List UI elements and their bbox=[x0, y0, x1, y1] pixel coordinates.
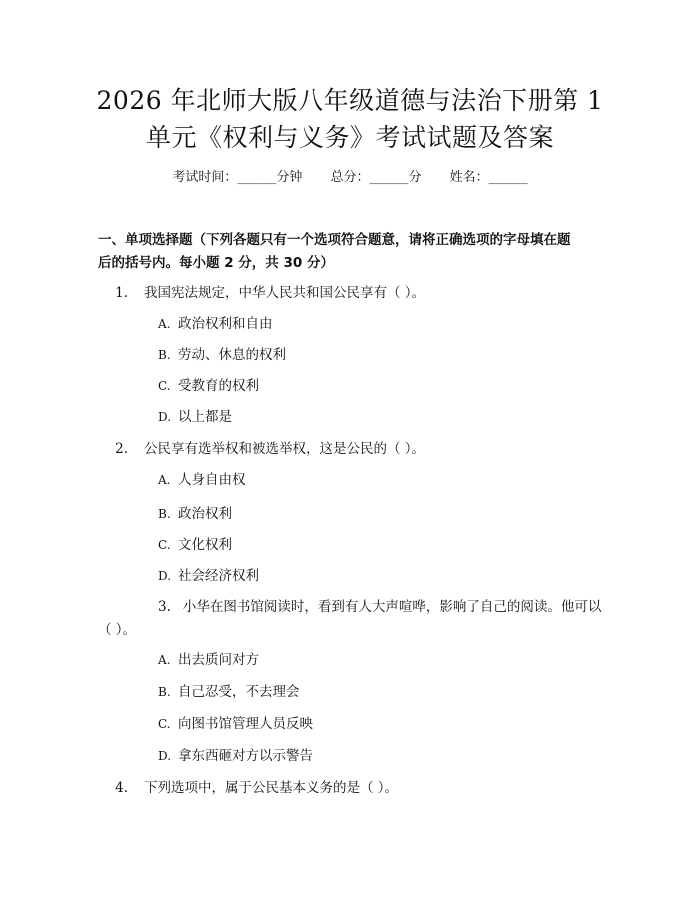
question-3 bbox=[98, 596, 608, 642]
option-letter: B. bbox=[158, 348, 171, 362]
option-text: 受教育的权利 bbox=[178, 378, 259, 394]
option-item bbox=[158, 345, 286, 365]
option-item bbox=[158, 650, 259, 670]
question-number: 2. bbox=[115, 441, 128, 457]
option-letter: D. bbox=[158, 569, 172, 583]
section-heading-line-1: 一、单项选择题（下列各题只有一个选项符合题意，请将正确选项的字母填在题 bbox=[98, 232, 571, 248]
option-text: 劳动、休息的权利 bbox=[178, 347, 286, 363]
option-letter: A. bbox=[158, 473, 171, 487]
option-text: 向图书馆管理人员反映 bbox=[178, 716, 313, 732]
option-text: 拿东西砸对方以示警告 bbox=[178, 748, 313, 764]
exam-info-row bbox=[0, 169, 700, 187]
option-letter: C. bbox=[158, 538, 171, 552]
option-text: 以上都是 bbox=[178, 409, 232, 425]
option-letter: B. bbox=[158, 507, 171, 521]
option-item bbox=[158, 714, 313, 734]
option-text: 文化权利 bbox=[178, 537, 232, 553]
exam-title-line-2: 单元《权利与义务》考试试题及答案 bbox=[145, 123, 554, 152]
option-item bbox=[158, 566, 259, 586]
section-heading-line-2: 后的括号内。每小题 2 分，共 30 分） bbox=[98, 255, 334, 271]
option-item bbox=[158, 504, 232, 524]
exam-title bbox=[60, 82, 640, 156]
option-item bbox=[158, 746, 313, 766]
option-letter: D. bbox=[158, 749, 172, 763]
option-text: 政治权利和自由 bbox=[178, 316, 273, 332]
option-item bbox=[158, 376, 259, 396]
student-name-field: 姓名：______ bbox=[449, 170, 528, 185]
option-letter: B. bbox=[158, 685, 171, 699]
option-item bbox=[158, 407, 232, 427]
question-4 bbox=[98, 777, 608, 800]
question-1 bbox=[98, 282, 608, 305]
option-letter: C. bbox=[158, 717, 171, 731]
question-text: 下列选项中，属于公民基本义务的是（ ）。 bbox=[144, 780, 399, 796]
option-item bbox=[158, 682, 300, 702]
option-letter: A. bbox=[158, 317, 171, 331]
option-item bbox=[158, 535, 232, 555]
question-text: 公民享有选举权和被选举权，这是公民的（ ）。 bbox=[144, 441, 426, 457]
question-number: 1. bbox=[115, 285, 128, 301]
option-text: 政治权利 bbox=[178, 506, 232, 522]
exam-time-field: 考试时间：______分钟 bbox=[172, 170, 303, 185]
option-text: 人身自由权 bbox=[178, 472, 246, 488]
question-2 bbox=[98, 438, 608, 461]
total-score-field: 总分：______分 bbox=[330, 170, 422, 185]
option-item bbox=[158, 314, 273, 334]
question-number: 3. bbox=[158, 599, 171, 615]
option-item bbox=[158, 470, 246, 490]
option-letter: A. bbox=[158, 653, 171, 667]
question-number: 4. bbox=[115, 780, 128, 796]
option-letter: D. bbox=[158, 410, 172, 424]
option-letter: C. bbox=[158, 379, 171, 393]
question-text: 小华在图书馆阅读时，看到有人大声喧哗，影响了自己的阅读。他可以（ ）。 bbox=[98, 599, 602, 638]
option-text: 社会经济权利 bbox=[178, 568, 259, 584]
exam-title-line-1: 2026 年北师大版八年级道德与法治下册第 1 bbox=[96, 86, 604, 115]
option-text: 自己忍受，不去理会 bbox=[178, 684, 300, 700]
question-text: 我国宪法规定，中华人民共和国公民享有（ ）。 bbox=[144, 285, 426, 301]
option-text: 出去质问对方 bbox=[178, 652, 259, 668]
section-heading bbox=[98, 229, 608, 275]
